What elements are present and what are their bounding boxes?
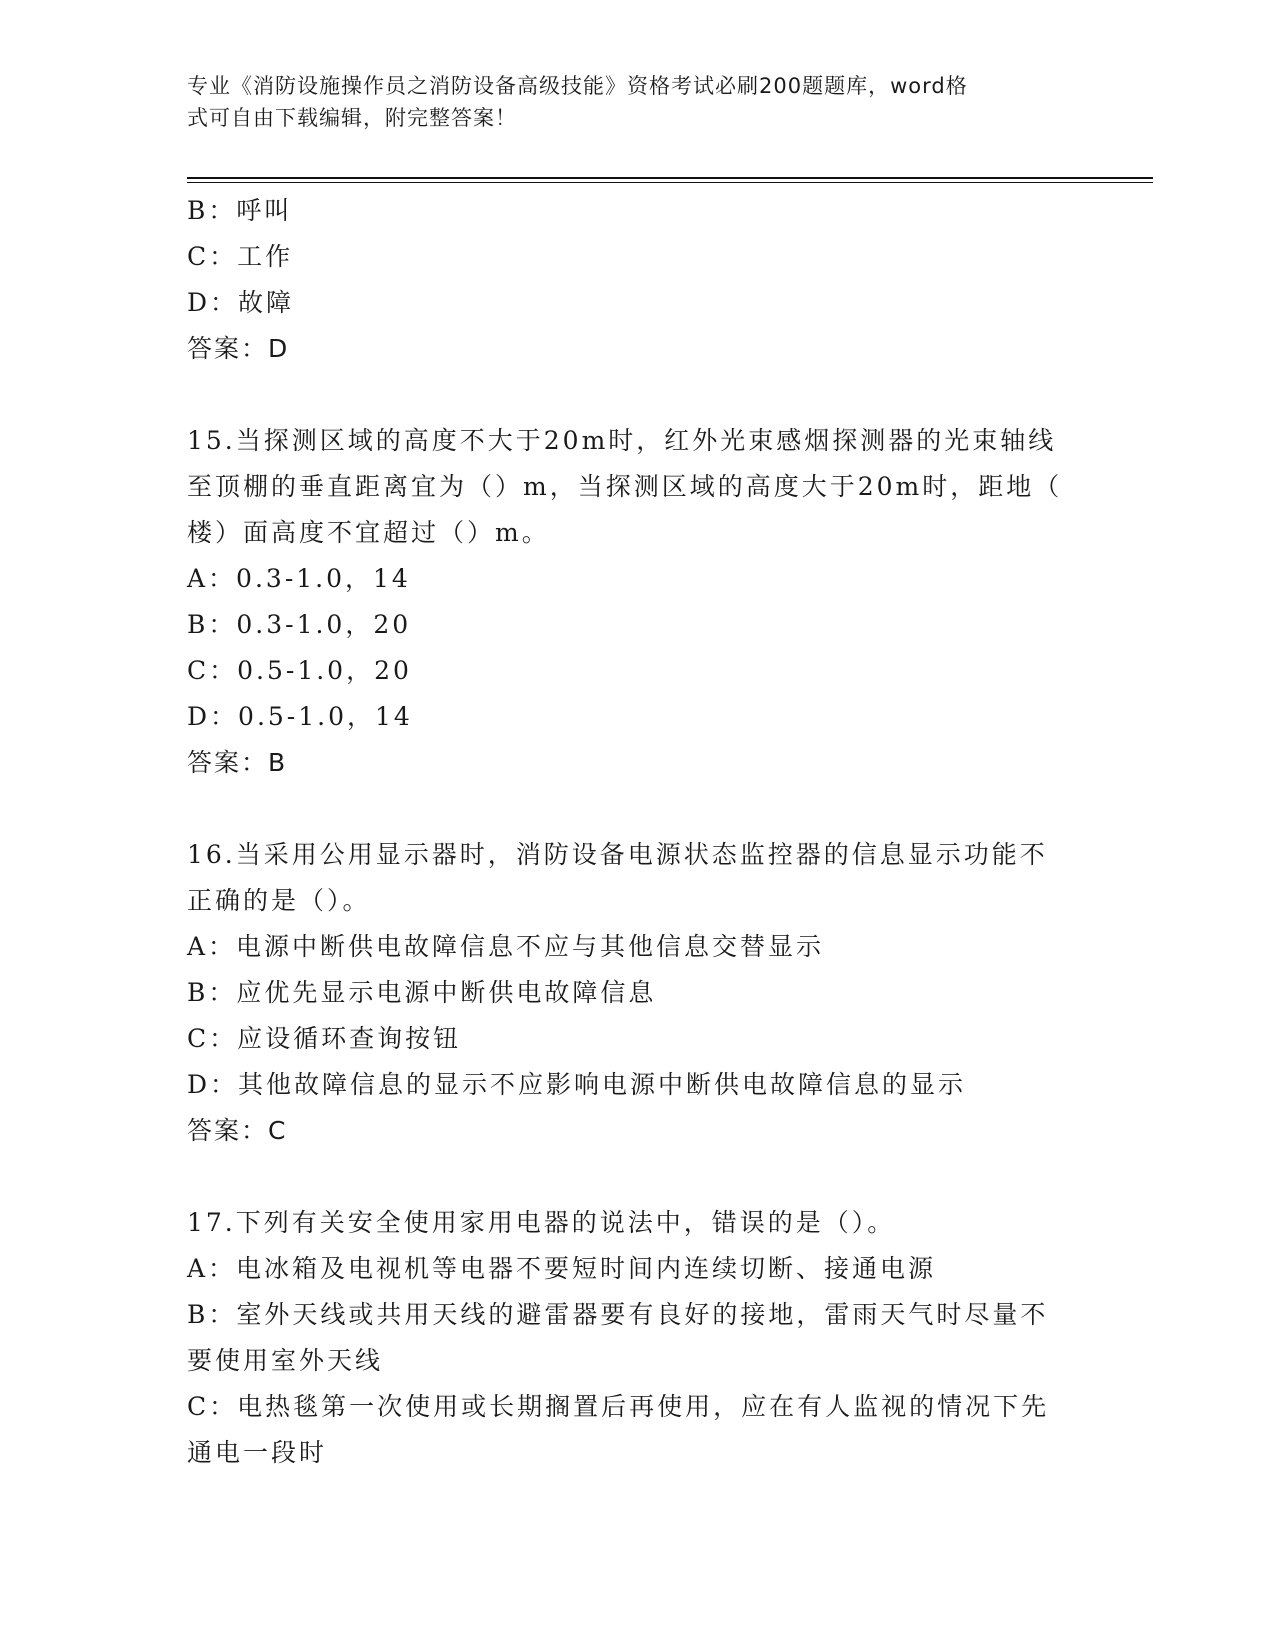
option-a: A：电源中断供电故障信息不应与其他信息交替显示 [187, 932, 825, 961]
option-d: D：0.5-1.0，14 [187, 702, 413, 731]
option-c: C：工作 [187, 242, 294, 271]
question-14-tail [187, 188, 1087, 372]
answer-line: 答案：C [187, 1116, 288, 1145]
option-a: A：0.3-1.0，14 [187, 564, 411, 593]
header-rule-bottom [187, 182, 1153, 183]
question-stem-line: 正确的是（）。 [187, 886, 371, 915]
question-stem-line: 至顶棚的垂直距离宜为（）m，当探测区域的高度大于20m时，距地（ [187, 472, 1063, 501]
option-a: A：电冰箱及电视机等电器不要短时间内连续切断、接通电源 [187, 1254, 937, 1283]
option-b: B：应优先显示电源中断供电故障信息 [187, 978, 657, 1007]
header-line-2: 式可自由下载编辑，附完整答案！ [187, 106, 517, 130]
question-16 [187, 832, 1087, 1154]
question-stem-line: 17.下列有关安全使用家用电器的说法中，错误的是（）。 [187, 1208, 896, 1237]
option-c-continued: 通电一段时 [187, 1438, 328, 1467]
option-c: C：0.5-1.0，20 [187, 656, 412, 685]
question-15 [187, 418, 1087, 786]
option-d: D：故障 [187, 288, 295, 317]
option-c: C：应设循环查询按钮 [187, 1024, 462, 1053]
document-header [187, 70, 1067, 134]
option-b: B：呼叫 [187, 196, 293, 225]
option-b: B：室外天线或共用天线的避雷器要有良好的接地，雷雨天气时尽量不 [187, 1300, 1049, 1329]
question-stem-line: 15.当探测区域的高度不大于20m时，红外光束感烟探测器的光束轴线 [187, 426, 1057, 455]
answer-line: 答案：B [187, 748, 288, 777]
header-line-1: 专业《消防设施操作员之消防设备高级技能》资格考试必刷200题题库，word格 [187, 74, 968, 98]
question-stem-line: 楼）面高度不宜超过（）m。 [187, 518, 550, 547]
question-stem-line: 16.当采用公用显示器时，消防设备电源状态监控器的信息显示功能不 [187, 840, 1048, 869]
header-rule-top [187, 177, 1153, 179]
document-body [187, 188, 1087, 1476]
option-c: C：电热毯第一次使用或长期搁置后再使用，应在有人监视的情况下先 [187, 1392, 1050, 1421]
option-b: B：0.3-1.0，20 [187, 610, 412, 639]
question-17 [187, 1200, 1087, 1476]
option-b-continued: 要使用室外天线 [187, 1346, 384, 1375]
answer-line: 答案：D [187, 334, 290, 363]
option-d: D：其他故障信息的显示不应影响电源中断供电故障信息的显示 [187, 1070, 967, 1099]
